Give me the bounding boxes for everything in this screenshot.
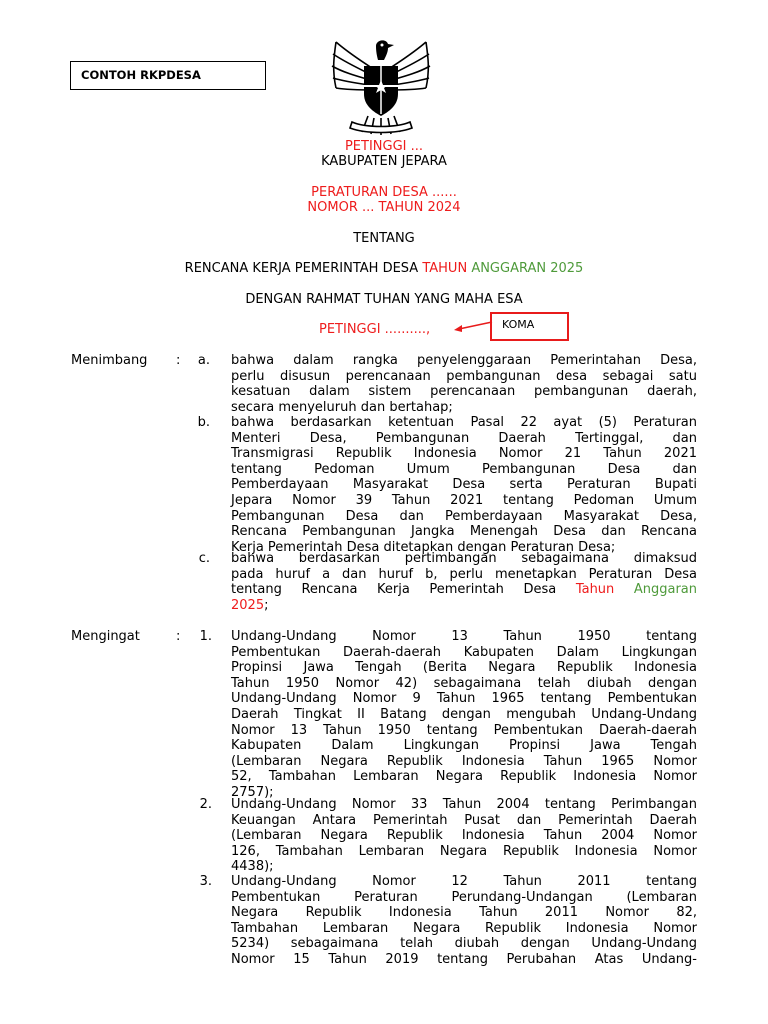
text-segment: ; (264, 597, 269, 613)
mengingat-mark-3: 3. (199, 874, 212, 889)
text-line: Nomor 15 Tahun 2019 tentang Perubahan Atas Undang- (231, 951, 697, 967)
petinggi-line: PETINGGI .........., (319, 322, 435, 337)
mengingat-colon: : (176, 629, 181, 644)
regulation-title: PERATURAN DESA ...... (311, 185, 457, 200)
text-line: Undang-Undang Nomor 33 Tahun 2004 tentang Perimbangan (231, 797, 697, 812)
text-line: Negara Republik Indonesia Tahun 2011 Nomor 82, (231, 905, 697, 921)
document-label: CONTOH RKPDESA (81, 68, 201, 82)
text-line-colored (231, 582, 697, 598)
menimbang-colon: : (176, 353, 181, 368)
text-line: bahwa dalam rangka penyelenggaraan Pemerintahan Desa, (231, 353, 697, 368)
mengingat-mark-1: 1. (199, 629, 212, 644)
text-line: Pembentukan Daerah-daerah Kabupaten Dalam Lingkungan (231, 644, 697, 660)
rahmat-line: DENGAN RAHMAT TUHAN YANG MAHA ESA (245, 292, 523, 307)
mengingat-item-3 (231, 874, 697, 968)
subject-tahun: TAHUN (422, 261, 472, 276)
text-line: Tahun 1950 Nomor 42) sebagaimana telah diubah dengan (231, 675, 697, 691)
mengingat-mark-2: 2. (199, 797, 212, 812)
text-line: Pembentukan Peraturan Perundang-Undangan (Lembaran (231, 889, 697, 905)
text-segment-anggaran: Anggaran (633, 582, 698, 598)
text-segment: tentang Rencana Kerja Pemerintah Desa (231, 582, 576, 598)
annotation-box (490, 312, 569, 341)
text-line: 4438); (231, 859, 274, 875)
menimbang-mark-c: c. (198, 551, 210, 566)
text-line: (Lembaran Negara Republik Indonesia Tahun 2004 Nomor (231, 828, 697, 844)
text-line: Undang-Undang Nomor 12 Tahun 2011 tentang (231, 874, 697, 889)
annotation-label: KOMA (502, 318, 535, 331)
text-line: Menteri Desa, Pembangunan Daerah Tertinggal, dan (231, 430, 697, 446)
text-line: Kabupaten Dalam Lingkungan Propinsi Jawa Tengah (231, 738, 697, 754)
garuda-emblem-icon (330, 36, 432, 136)
text-segment-tahun: Tahun (575, 582, 634, 598)
menimbang-item-c (231, 551, 697, 613)
text-line: Undang-Undang Nomor 9 Tahun 1965 tentang Pembentukan (231, 691, 697, 707)
text-line: Undang-Undang Nomor 13 Tahun 1950 tentang (231, 629, 697, 644)
text-line: kesatuan dalam sistem perencanaan pembangunan daerah, (231, 384, 697, 400)
menimbang-label: Menimbang (71, 353, 148, 368)
text-line: Propinsi Jawa Tengah (Berita Negara Republik Indonesia (231, 660, 697, 676)
text-line: 5234) sebagaimana telah diubah dengan Undang-Undang (231, 936, 697, 952)
text-line: pada huruf a dan huruf b, perlu menetapkan Peraturan Desa (231, 566, 697, 582)
text-line: 52, Tambahan Lembaran Negara Republik Indonesia Nomor (231, 769, 697, 785)
text-line: secara menyeluruh dan bertahap; (231, 399, 453, 415)
annotation-arrow-icon (452, 318, 494, 334)
regulation-number: NOMOR ... TAHUN 2024 (307, 200, 461, 215)
menimbang-item-a (231, 353, 697, 415)
subject-anggaran: ANGGARAN 2025 (471, 261, 584, 276)
text-line: 126, Tambahan Lembaran Negara Republik Indonesia Nomor (231, 843, 697, 859)
mengingat-item-1 (231, 629, 697, 801)
text-line: Jepara Nomor 39 Tahun 2021 tentang Pedoman Umum (231, 492, 697, 508)
text-line: (Lembaran Negara Republik Indonesia Tahun 1965 Nomor (231, 753, 697, 769)
text-line: bahwa berdasarkan ketentuan Pasal 22 ayat (5) Peraturan (231, 415, 697, 430)
regency-name: KABUPATEN JEPARA (321, 154, 447, 169)
mengingat-item-2 (231, 797, 697, 875)
text-line-colored (231, 598, 697, 614)
text-line: Daerah Tingkat II Batang dengan mengubah Undang-Undang (231, 706, 697, 722)
text-line: tentang Pedoman Umum Pembangunan Desa dan (231, 461, 697, 477)
text-line: Pemberdayaan Masyarakat Desa serta Peraturan Bupati (231, 477, 697, 493)
document-label-box (70, 61, 266, 90)
menimbang-mark-b: b. (197, 415, 210, 430)
regulation-subject (0, 261, 768, 277)
menimbang-mark-a: a. (197, 353, 210, 368)
text-line: 2757); (231, 784, 274, 800)
village-head-title: PETINGGI ... (344, 139, 424, 154)
text-line: Keuangan Antara Pemerintah Pusat dan Pemerintah Daerah (231, 812, 697, 828)
mengingat-label: Mengingat (71, 629, 140, 644)
text-line: Transmigrasi Republik Indonesia Nomor 21 Tahun 2021 (231, 446, 697, 462)
text-line: Rencana Pembangunan Jangka Menengah Desa dan Rencana (231, 524, 697, 540)
menimbang-item-b (231, 415, 697, 555)
tentang-heading: TENTANG (353, 231, 415, 246)
text-line: Tambahan Lembaran Negara Republik Indonesia Nomor (231, 920, 697, 936)
text-line: Pembangunan Desa dan Pemberdayaan Masyarakat Desa, (231, 508, 697, 524)
text-line: bahwa berdasarkan pertimbangan sebagaimana dimaksud (231, 551, 697, 566)
text-line: Nomor 13 Tahun 1950 tentang Pembentukan Daerah-daerah (231, 722, 697, 738)
text-line: Kerja Pemerintah Desa ditetapkan dengan Peraturan Desa; (231, 539, 616, 555)
text-segment-year: 2025 (231, 597, 265, 613)
subject-prefix: RENCANA KERJA PEMERINTAH DESA (184, 261, 423, 276)
text-line: perlu disusun perencanaan pembangunan desa sebagai satu (231, 368, 697, 384)
